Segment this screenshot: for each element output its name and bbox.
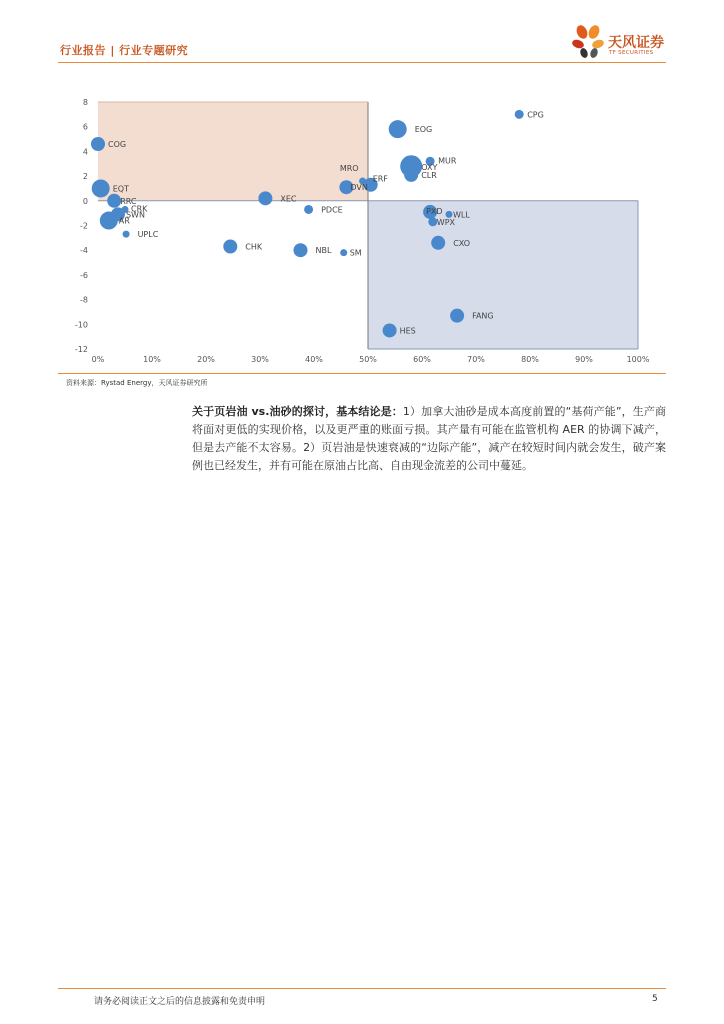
point-hes [383,323,397,337]
label-hes: HES [399,326,416,336]
page-number: 5 [652,994,658,1004]
label-pdce: PDCE [321,205,343,215]
label-ar: AR [118,216,130,226]
label-swn: SWN [125,210,145,220]
quadrant-layer [98,102,638,349]
x-tick-label: 40% [305,355,323,364]
point-cog [91,137,105,151]
x-tick-label: 60% [413,355,431,364]
label-oxy: OXY [421,163,438,173]
y-tick-label: 2 [82,172,88,182]
x-tick-label: 10% [143,355,161,364]
label-cog: COG [108,139,127,149]
y-tick-label: 6 [82,122,88,132]
label-wpx: WPX [436,217,456,227]
label-xec: XEC [280,194,297,204]
x-tick-label: 30% [251,355,269,364]
label-dvn: DVN [350,183,368,193]
label-sm: SM [349,248,362,258]
y-tick-label: -4 [80,246,88,256]
x-tick-label: 70% [467,355,485,364]
x-tick-label: 50% [359,355,377,364]
label-pxd: PXD [426,206,443,216]
point-xec [258,191,272,205]
quadrant-0 [98,102,368,204]
label-wll: WLL [453,210,470,220]
footer-disclaimer: 请务必阅读正文之后的信息披露和免责申明 [94,997,266,1007]
chart-source: 资料来源：Rystad Energy，天风证券研究所 [66,379,208,387]
point-uplc [123,231,130,238]
point-pdce [304,205,313,214]
y-tick-label: 8 [82,98,88,107]
paragraph-lead: 关于页岩油 vs.油砂的探讨，基本结论是： [192,405,403,418]
point-cxo [431,236,445,250]
label-crk: CRK [131,204,148,214]
paragraph-text: 1）加拿大油砂是成本高度前置的“基荷产能”，生产商将面对更低的实现价格，以及更严重的账面亏损。其产量有可能在监管机构 AER 的协调下减产，但是去产能不太容易。2）页岩油是快速衰减的“边际产能”，减产在较短时间内就会发生，破产案例也已经发生，并有可能在原油占比高、自由现金流差的公司中蔓延。 [192,405,666,472]
x-tick-label: 80% [521,355,539,364]
label-eqt: EQT [112,184,129,194]
point-sm [340,249,347,256]
footer-divider [58,988,666,989]
y-tick-label: -2 [80,221,88,231]
y-tick-label: -12 [74,345,88,354]
label-cpg: CPG [527,110,544,120]
logo-en-text: TF SECURITIES [609,50,654,56]
label-fang: FANG [472,311,494,321]
scatter-chart [0,0,724,380]
point-chk [223,239,237,253]
y-tick-label: -8 [80,295,88,305]
label-cxo: CXO [453,238,471,248]
label-mur: MUR [438,156,457,166]
y-tick-label: -6 [80,270,88,280]
label-mro: MRO [339,164,359,174]
label-erf: ERF [372,174,388,184]
label-eog: EOG [414,125,433,135]
point-ar [100,212,118,230]
point-eqt [92,179,110,197]
point-rrc [107,194,121,208]
report-header: 行业报告 | 行业专题研究 [60,44,189,57]
point-cpg [515,110,524,119]
y-tick-label: 0 [82,196,88,206]
source-divider [58,373,666,374]
label-clr: CLR [421,170,437,180]
body-paragraph [192,403,666,475]
y-tick-label: 4 [82,147,88,157]
x-tick-label: 20% [197,355,215,364]
logo-cn-text: 天风证券 [608,35,664,51]
point-fang [450,309,464,323]
label-uplc: UPLC [137,230,159,240]
label-nbl: NBL [315,246,332,256]
y-tick-label: -10 [74,320,88,330]
x-tick-label: 90% [575,355,593,364]
x-tick-label: 100% [626,355,650,364]
point-clr [404,168,418,182]
x-tick-label: 0% [91,355,105,364]
point-eog [389,120,407,138]
label-chk: CHK [245,242,263,252]
point-nbl [294,243,308,257]
label-rrc: RRC [120,196,137,206]
